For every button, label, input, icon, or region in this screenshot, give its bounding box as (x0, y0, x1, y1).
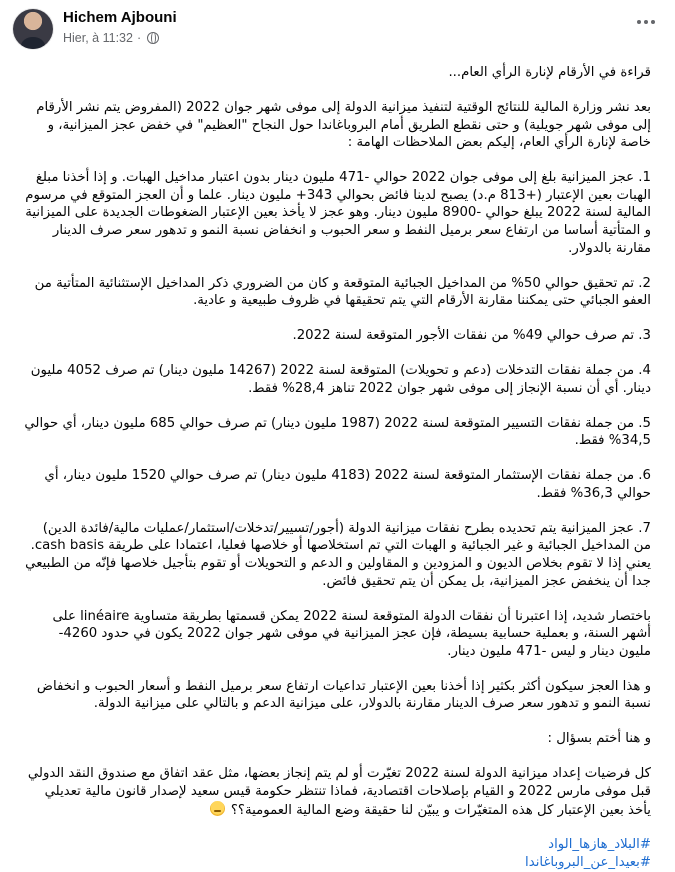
post-paragraph: 1. عجز الميزانية بلغ إلى موفى جوان 2022 حوالي -471 مليون دينار بدون اعتبار مداخيل الهبات. و إذا أخذنا مبلغ الهبات بعين الإعتبار (+813 م.د) يصبح لدينا فائض بحوالي 343+ مليون دينار. علما و أن العجز المتوقع في مرسوم المالية لسنة 2022 يبلغ حوالي -8900 مليون دينار. وهو عجز لا يأخذ بعين الإعتبار الضغوطات الجديدة على الميزانية و المتأتية أساسا من ارتفاع سعر برميل النفط و سعر الحبوب و انخفاض نسبة النمو و تدهور سعر صرف الدينار مقارنة بالدولار. (25, 170, 651, 256)
post-paragraph: 3. تم صرف حوالي 49% من نفقات الأجور المتوقعة لسنة 2022. (292, 328, 651, 344)
post-paragraph: قراءة في الأرقام لإنارة الرأي العام... (448, 65, 651, 80)
post-paragraph: باختصار شديد، إذا اعتبرنا أن نفقات الدولة المتوقعة لسنة 2022 يمكن قسمتها بطريقة متساوية linéaire على أشهر السنة، و بعملية حسابية بسيطة، فإن عجز الميزانية في موفى شهر جوان 2022 يكون في حدود 4260- مليون دينار و ليس -471 مليون دينار. (52, 608, 651, 659)
final-question-text: كل فرضيات إعداد ميزانية الدولة لسنة 2022 تغيّرت أو لم يتم إنجاز بعضها، مثل عقد اتفاق مع صندوق النقد الدولي قبل موفى مارس 2022 و القيام بإصلاحات اقتصادية، فماذا تنتظر حكومة قيس سعيد لإصدار قانون مالية تعديلي يأخذ بعين الإعتبار كل هذه المتغيّرات و يبيّن لنا حقيقة وضع المالية العمومية؟؟ (27, 766, 651, 818)
post-paragraph: 2. تم تحقيق حوالي 50% من المداخيل الجبائية المتوقعة و كان من الضروري ذكر المداخيل الإستثنائية المتأتية من العفو الجبائي حتى يمكننا مقارنة الأرقام التي يتم تحقيقها في ظروف طبيعية و عادية. (34, 275, 651, 309)
dot-icon (651, 20, 655, 24)
hashtag-link[interactable]: #بعيدا_عن_البروباغاندا (525, 855, 651, 871)
post-paragraph-final (24, 765, 651, 819)
dot-icon (644, 20, 648, 24)
post-body (24, 64, 651, 872)
post-paragraph: و هذا العجز سيكون أكثر بكثير إذا أخذنا بعين الإعتبار تداعيات ارتفاع سعر برميل النفط و أسعار الحبوب و انخفاض نسبة النمو و تدهور سعر صرف الدينار مقارنة بالدولار، على ميزانية الدعم و بالتالي على ميزانية الدولة. (36, 678, 651, 712)
more-options-button[interactable] (631, 10, 661, 34)
post-timestamp[interactable]: Hier, à 11:32 (63, 31, 133, 45)
thinking-face-icon (210, 801, 225, 816)
globe-icon[interactable] (147, 32, 159, 44)
post-header (0, 0, 675, 62)
post-paragraph: 5. من جملة نفقات التسيير المتوقعة لسنة 2022 (1987 مليون دينار) تم صرف حوالي 685 مليون دينار، أي حوالي 34,5% فقط. (24, 415, 651, 449)
post-paragraph: 4. من جملة نفقات التدخلات (دعم و تحويلات) المتوقعة لسنة 2022 (14267 مليون دينار) تم صرف 4052 مليون دينار. أي أن نسبة الإنجاز إلى موفى شهر جوان 2022 تناهز 28,4% فقط. (30, 363, 651, 396)
author-avatar[interactable] (13, 9, 53, 49)
post-paragraph: و هنا أختم بسؤال : (547, 731, 651, 747)
post-paragraph: 7. عجز الميزانية يتم تحديده بطرح نفقات ميزانية الدولة (أجور/تسيير/تدخلات/استثمار/عمليات مالية/فائدة الدين) من المداخيل الجبائية و غير الجبائية و الهبات التي تم استخلاصها أو خلاصها فعليا، اعتمادا على طريقة cash basis. يعني إذا لا تقوم بخلاص الديون و المزودين و المقاولين و الدعم و التحويلات أو تقوم بتأجيل خلاصها فإنّه من الطبيعي جدا أن ينخفض عجز الميزانية، بل يمكن أن يتم تحقيق فائض. (25, 520, 651, 589)
dot-icon (637, 20, 641, 24)
post-paragraph: 6. من جملة نفقات الإستثمار المتوقعة لسنة 2022 (4183 مليون دينار) تم صرف حوالي 1520 مليون دينار، أي حوالي 36,3% فقط. (44, 468, 651, 501)
meta-separator: · (136, 31, 142, 45)
post-paragraph: بعد نشر وزارة المالية للنتائج الوقتية لتنفيذ ميزانية الدولة إلى موفى شهر جوان 2022 (المفروض يتم نشر الأرقام إلى موفى شهر جويلية) و حتى نقطع الطريق أمام البروباغاندا حول النجاح "العظيم" في خفض عجز الميزانية، و خاصة لإنارة الرأي العام، إليكم بعض الملاحظات الهامة : (36, 99, 651, 151)
post-meta (63, 31, 159, 45)
author-name[interactable]: Hichem Ajbouni (63, 9, 177, 26)
hashtag-link[interactable]: #البلاد_هازها_الواد (548, 837, 651, 853)
